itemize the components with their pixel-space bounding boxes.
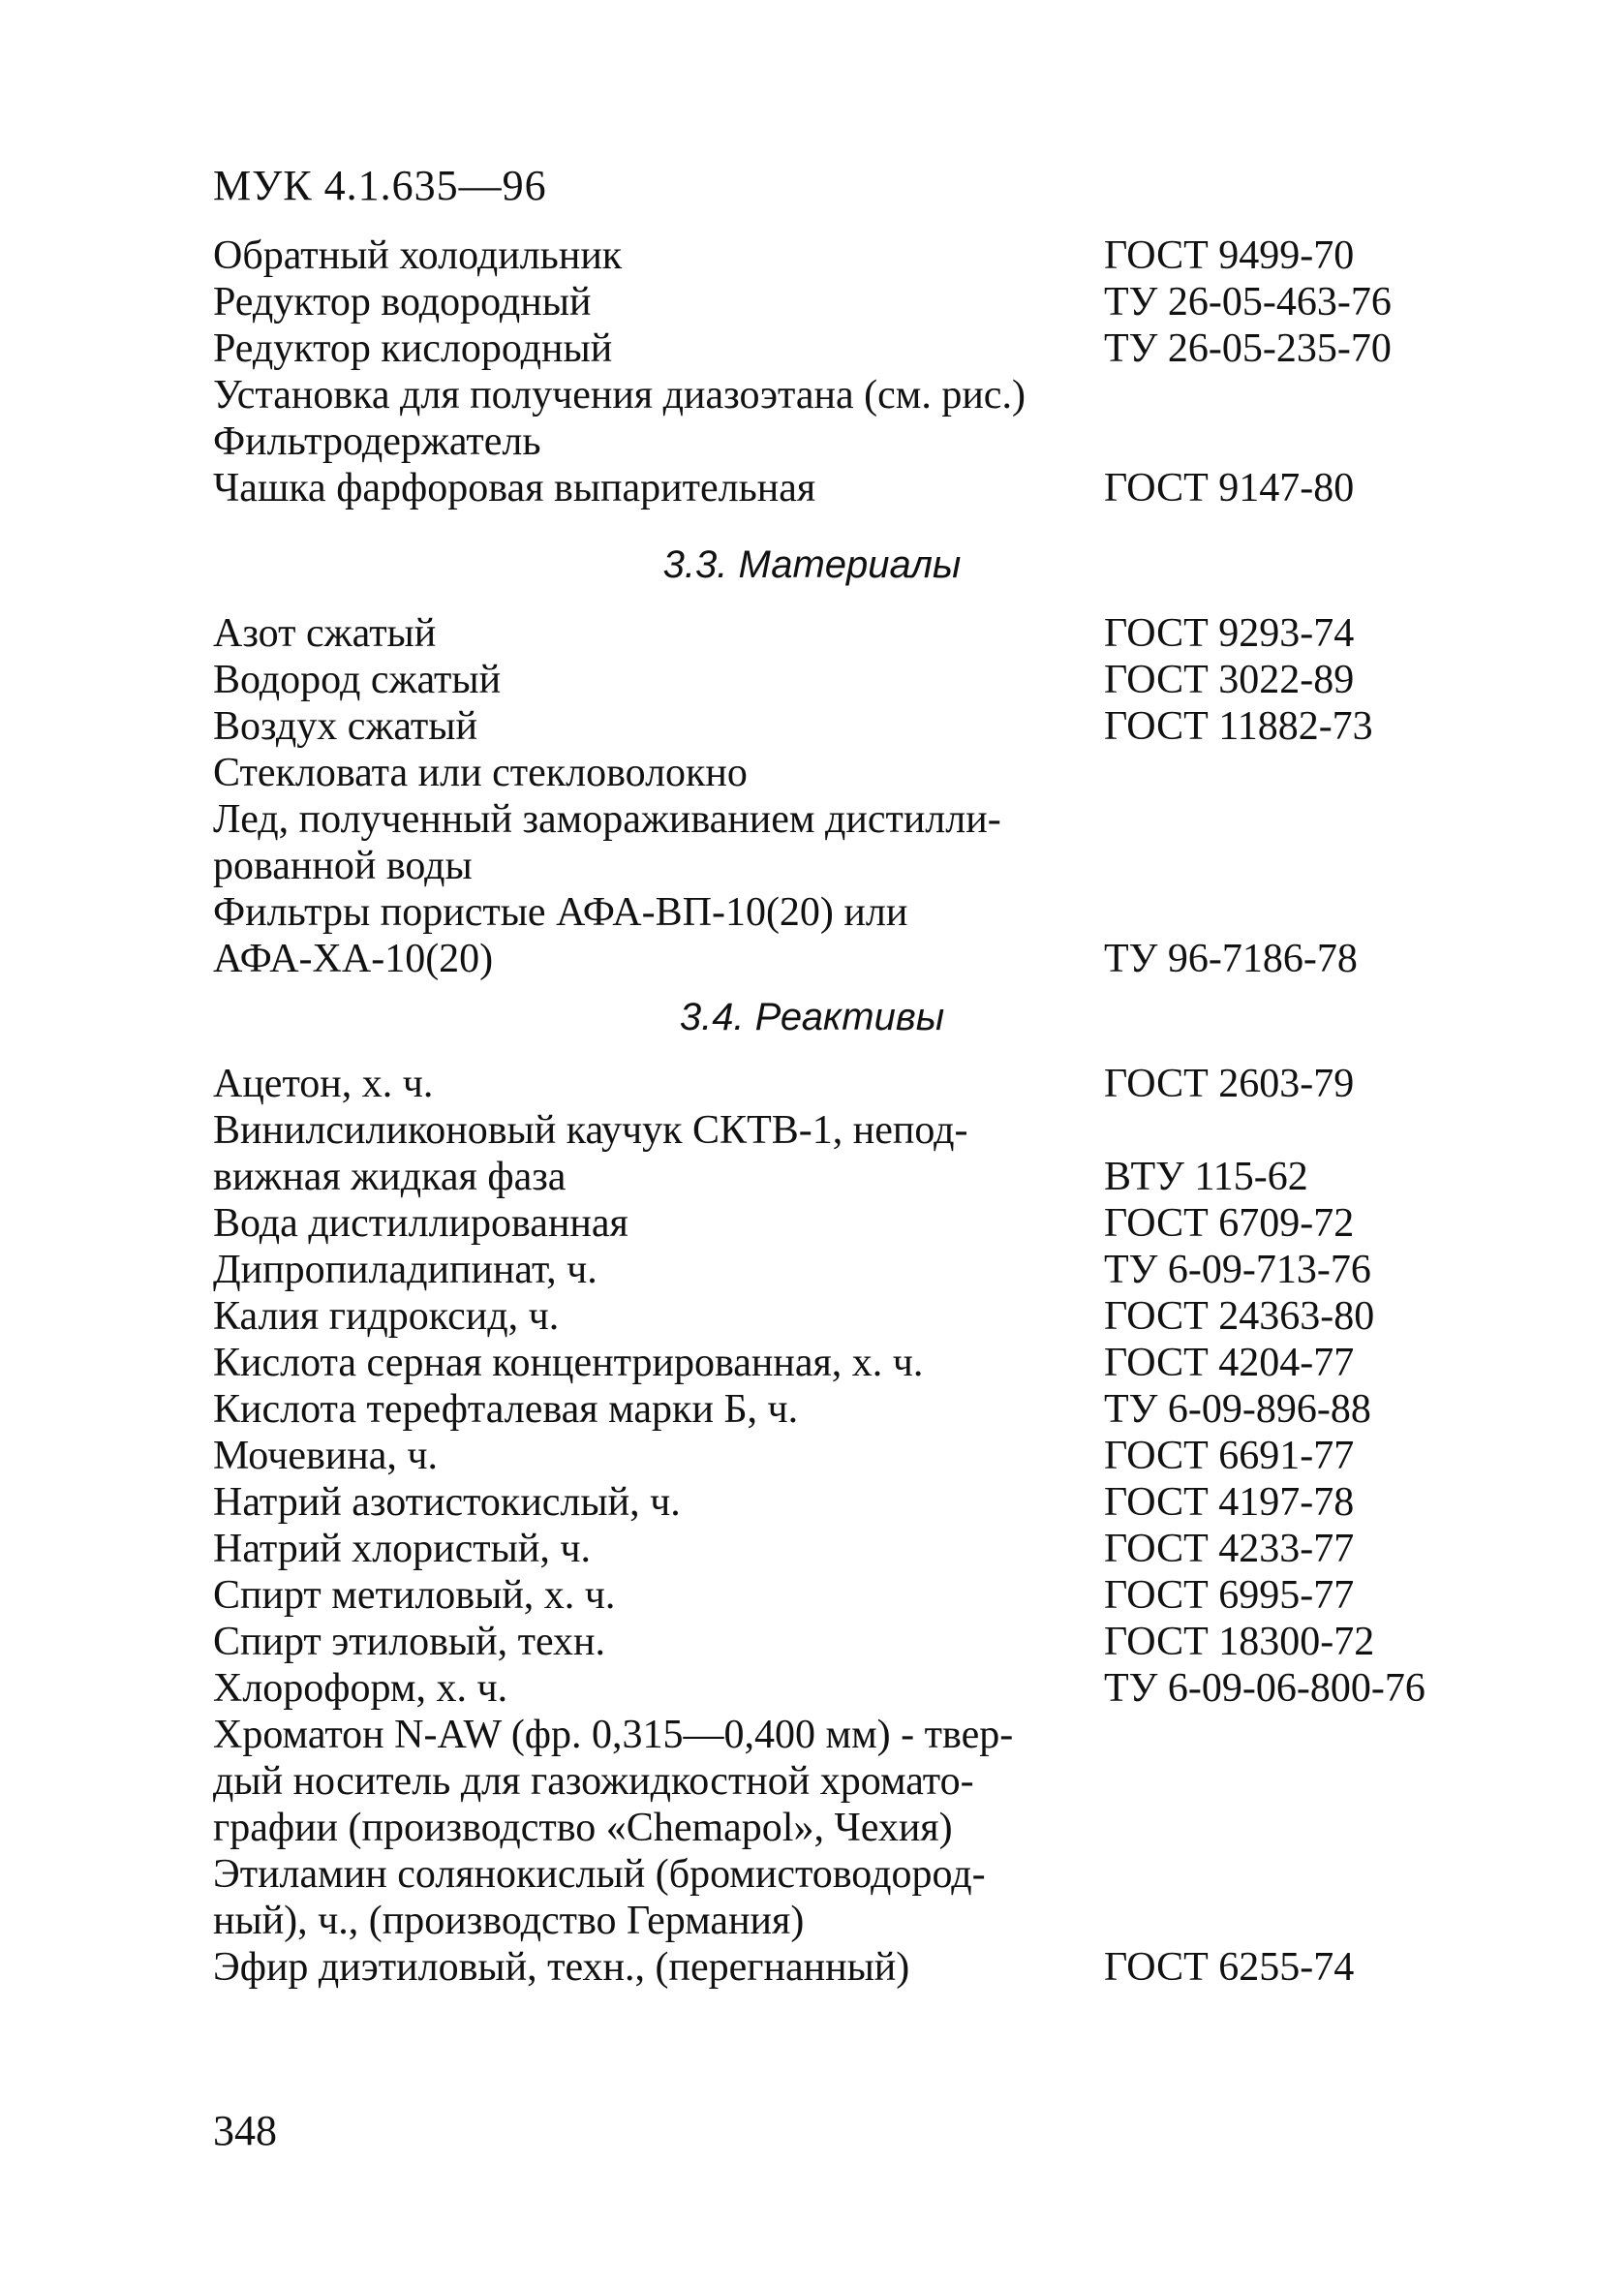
item-name bbox=[213, 610, 1114, 657]
list-item bbox=[213, 372, 1511, 418]
reagents-list bbox=[213, 1061, 1511, 1991]
list-item bbox=[213, 610, 1511, 657]
list-item bbox=[213, 1200, 1511, 1247]
list-item bbox=[213, 232, 1511, 279]
page-number: 348 bbox=[213, 2107, 277, 2154]
item-name-line: ный), ч., (производство Германия) bbox=[213, 1899, 805, 1943]
item-name bbox=[213, 232, 1114, 279]
item-name-line: Установка для получения диазоэтана (см. рис.) bbox=[213, 373, 1026, 418]
page-header: МУК 4.1.635—96 bbox=[213, 162, 547, 209]
item-standard-code: ГОСТ 3022-89 bbox=[1104, 658, 1355, 702]
list-item bbox=[213, 1851, 1511, 1944]
item-name-line: Эфир диэтиловый, техн., (перегнанный) bbox=[213, 1945, 910, 1990]
list-item bbox=[213, 1061, 1511, 1107]
item-standard-code: ГОСТ 4204-77 bbox=[1104, 1341, 1355, 1385]
item-name bbox=[213, 750, 1114, 796]
item-name-line: Водород сжатый bbox=[213, 658, 502, 702]
item-standard-code: ТУ 6-09-713-76 bbox=[1104, 1248, 1371, 1292]
list-item bbox=[213, 703, 1511, 750]
item-name-line: Обратный холодильник bbox=[213, 233, 623, 278]
item-name bbox=[213, 1433, 1114, 1479]
item-name-line: Хлороформ, х. ч. bbox=[213, 1666, 508, 1711]
item-name-line: Фильтры пористые АФА-ВП-10(20) или bbox=[213, 890, 908, 935]
item-name-line: Кислота серная концентрированная, х. ч. bbox=[213, 1341, 924, 1385]
item-name-line: Натрий азотистокислый, ч. bbox=[213, 1480, 681, 1525]
item-name-line: Вода дистиллированная bbox=[213, 1201, 628, 1246]
item-name bbox=[213, 325, 1114, 372]
item-name bbox=[213, 1712, 1181, 1851]
item-name-line: АФА-ХА-10(20) bbox=[213, 937, 494, 981]
item-name-line: Винилсиликоновый каучук СКТВ-1, непод- bbox=[213, 1108, 968, 1153]
list-item bbox=[213, 1386, 1511, 1433]
list-item bbox=[213, 1526, 1511, 1572]
item-name bbox=[213, 1526, 1114, 1572]
list-item bbox=[213, 1619, 1511, 1665]
list-item bbox=[213, 657, 1511, 703]
item-name bbox=[213, 657, 1114, 703]
item-name-line: Лед, полученный замораживанием дистилли- bbox=[213, 797, 1001, 842]
item-name bbox=[213, 1200, 1114, 1247]
item-standard-code: ВТУ 115-62 bbox=[1104, 1155, 1308, 1199]
item-name bbox=[213, 279, 1114, 325]
item-name-line: Дипропиладипинат, ч. bbox=[213, 1248, 598, 1292]
item-name bbox=[213, 1851, 1181, 1944]
item-name-line: Фильтродержатель bbox=[213, 419, 541, 464]
item-name bbox=[213, 1944, 1114, 1991]
section-title-reagents: 3.4. Реактивы bbox=[679, 996, 945, 1038]
list-item bbox=[213, 1340, 1511, 1386]
item-name-line: Редуктор водородный bbox=[213, 280, 592, 325]
list-item bbox=[213, 465, 1511, 511]
list-item bbox=[213, 750, 1511, 796]
item-standard-code: ГОСТ 9293-74 bbox=[1104, 611, 1355, 656]
item-name bbox=[213, 1386, 1114, 1433]
item-name-line: Ацетон, х. ч. bbox=[213, 1062, 434, 1106]
item-standard-code: ТУ 6-09-06-800-76 bbox=[1104, 1666, 1425, 1711]
item-name bbox=[213, 372, 1114, 418]
list-item bbox=[213, 1107, 1511, 1200]
item-standard-code: ГОСТ 6691-77 bbox=[1104, 1434, 1355, 1478]
item-name-line: Азот сжатый bbox=[213, 611, 437, 656]
item-standard-code: ГОСТ 9499-70 bbox=[1104, 233, 1355, 278]
materials-list bbox=[213, 610, 1511, 982]
list-item bbox=[213, 1293, 1511, 1340]
item-name bbox=[213, 703, 1114, 750]
item-name bbox=[213, 418, 1114, 465]
item-name-line: Этиламин солянокислый (бромистоводород- bbox=[213, 1852, 986, 1897]
list-item bbox=[213, 1665, 1511, 1712]
item-name bbox=[213, 1293, 1114, 1340]
item-standard-code: ГОСТ 2603-79 bbox=[1104, 1062, 1355, 1106]
item-standard-code: ТУ 26-05-463-76 bbox=[1104, 280, 1392, 325]
item-standard-code: ГОСТ 4197-78 bbox=[1104, 1480, 1355, 1525]
list-item bbox=[213, 1572, 1511, 1619]
item-name-line: Калия гидроксид, ч. bbox=[213, 1294, 560, 1339]
item-standard-code: ГОСТ 11882-73 bbox=[1104, 704, 1373, 749]
list-item bbox=[213, 1247, 1511, 1293]
item-name-line: Спирт этиловый, техн. bbox=[213, 1620, 606, 1664]
item-standard-code: ГОСТ 6709-72 bbox=[1104, 1201, 1355, 1246]
item-name bbox=[213, 1107, 1181, 1200]
item-name bbox=[213, 889, 1181, 982]
list-item bbox=[213, 1433, 1511, 1479]
item-name-line: дый носитель для газожидкостной хромато- bbox=[213, 1759, 974, 1804]
item-standard-code: ГОСТ 9147-80 bbox=[1104, 466, 1355, 510]
list-item bbox=[213, 325, 1511, 372]
item-name bbox=[213, 1619, 1114, 1665]
item-standard-code: ГОСТ 6995-77 bbox=[1104, 1573, 1355, 1618]
section-title-materials: 3.3. Материалы bbox=[662, 543, 962, 586]
item-name bbox=[213, 1572, 1114, 1619]
item-standard-code: ГОСТ 4233-77 bbox=[1104, 1527, 1355, 1571]
item-name bbox=[213, 1061, 1114, 1107]
item-name-line: Натрий хлористый, ч. bbox=[213, 1527, 591, 1571]
item-standard-code: ТУ 96-7186-78 bbox=[1104, 937, 1358, 981]
item-name-line: Кислота терефталевая марки Б, ч. bbox=[213, 1387, 799, 1432]
equipment-list bbox=[213, 232, 1511, 511]
list-item bbox=[213, 1712, 1511, 1851]
item-name-line: Спирт метиловый, х. ч. bbox=[213, 1573, 616, 1618]
item-name bbox=[213, 465, 1114, 511]
item-standard-code: ТУ 6-09-896-88 bbox=[1104, 1387, 1371, 1432]
item-name-line: вижная жидкая фаза bbox=[213, 1155, 567, 1199]
item-name bbox=[213, 796, 1181, 889]
list-item bbox=[213, 418, 1511, 465]
item-standard-code: ГОСТ 24363-80 bbox=[1104, 1294, 1375, 1339]
item-name-line: Воздух сжатый bbox=[213, 704, 477, 749]
list-item bbox=[213, 889, 1511, 982]
list-item bbox=[213, 796, 1511, 889]
item-name-line: Мочевина, ч. bbox=[213, 1434, 439, 1478]
item-name-line: графии (производство «Chemapol», Чехия) bbox=[213, 1806, 953, 1850]
item-name-line: рованной воды bbox=[213, 844, 473, 888]
item-standard-code: ГОСТ 18300-72 bbox=[1104, 1620, 1375, 1664]
list-item bbox=[213, 279, 1511, 325]
item-name bbox=[213, 1247, 1114, 1293]
list-item bbox=[213, 1479, 1511, 1526]
item-name-line: Стекловата или стекловолокно bbox=[213, 751, 748, 795]
list-item bbox=[213, 1944, 1511, 1991]
item-name-line: Редуктор кислородный bbox=[213, 326, 613, 371]
item-standard-code: ТУ 26-05-235-70 bbox=[1104, 326, 1392, 371]
item-standard-code: ГОСТ 6255-74 bbox=[1104, 1945, 1355, 1990]
item-name-line: Хроматон N-AW (фр. 0,315—0,400 мм) - твер- bbox=[213, 1713, 1014, 1757]
item-name-line: Чашка фарфоровая выпарительная bbox=[213, 466, 816, 510]
item-name bbox=[213, 1340, 1114, 1386]
item-name bbox=[213, 1479, 1114, 1526]
item-name bbox=[213, 1665, 1114, 1712]
